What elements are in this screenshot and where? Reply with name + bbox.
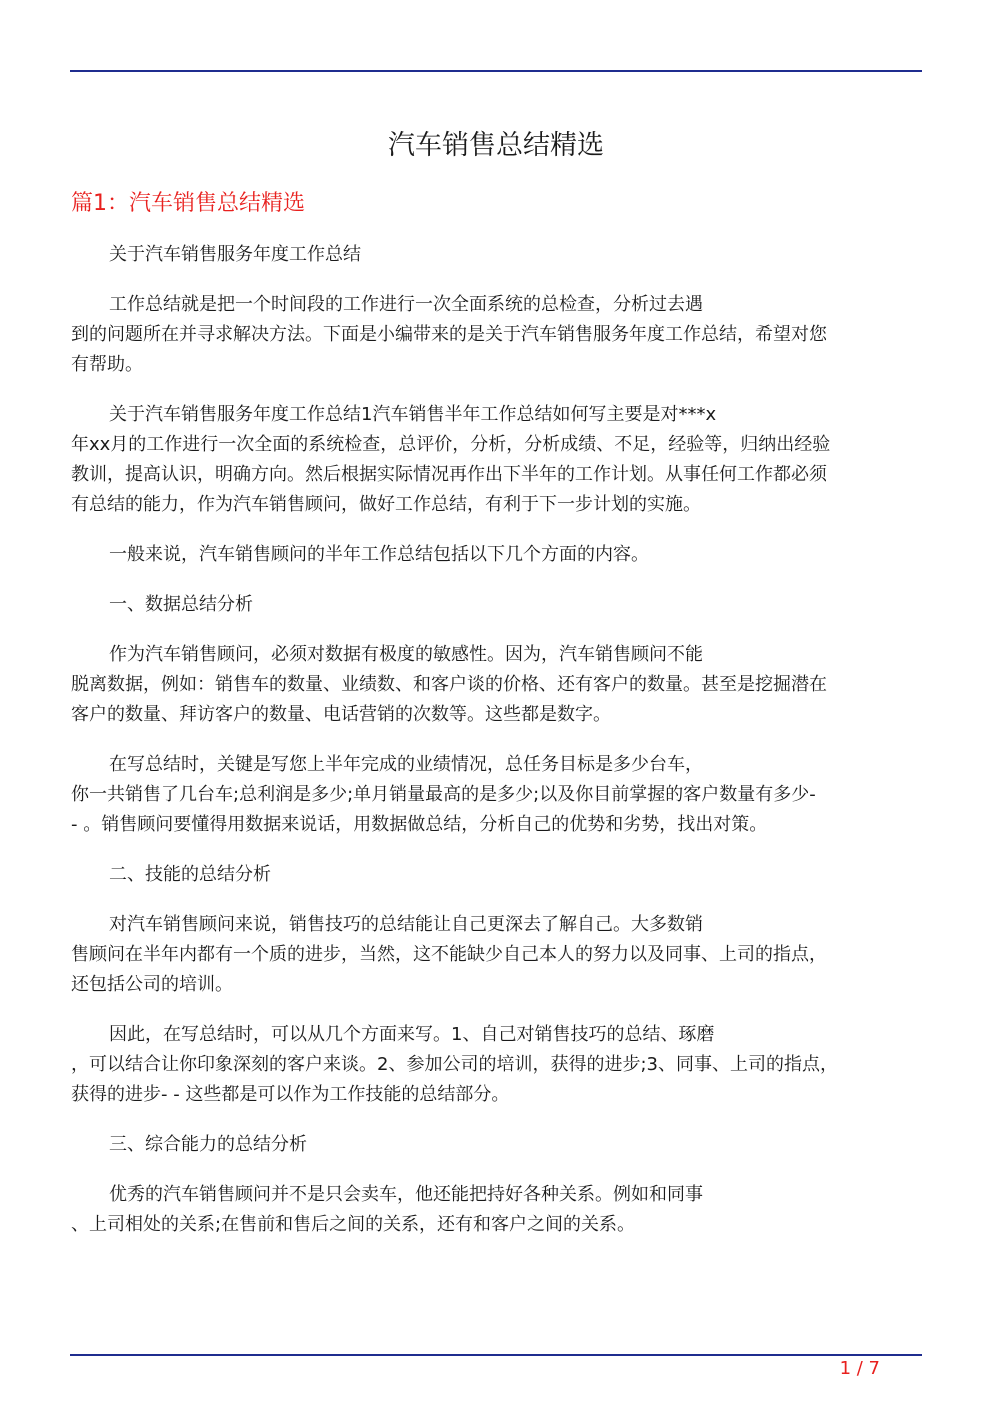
paragraph-line: 脱离数据，例如：销售车的数量、业绩数、和客户谈的价格、还有客户的数量。甚至是挖掘潜在: [71, 674, 827, 695]
paragraph-line: 关于汽车销售服务年度工作总结1汽车销售半年工作总结如何写主要是对***x: [109, 404, 717, 425]
paragraph-line: ，可以结合让你印象深刻的客户来谈。2、参加公司的培训，获得的进步;3、同事、上司的指点，: [71, 1054, 838, 1075]
paragraph-line: 一般来说，汽车销售顾问的半年工作总结包括以下几个方面的内容。: [109, 544, 649, 565]
paragraph-line: 教训，提高认识，明确方向。然后根据实际情况再作出下半年的工作计划。从事任何工作都必须: [71, 464, 827, 485]
paragraph: [71, 400, 923, 520]
paragraph: [71, 750, 923, 840]
document-body: [71, 240, 923, 1260]
paragraph-line: 获得的进步- - 这些都是可以作为工作技能的总结部分。: [71, 1084, 510, 1105]
paragraph-line: - 。销售顾问要懂得用数据来说话，用数据做总结，分析自己的优势和劣势，找出对策。: [71, 814, 768, 835]
header-rule: [70, 70, 922, 72]
paragraph: [71, 1020, 923, 1110]
paragraph: [71, 290, 923, 380]
paragraph-line: 年xx月的工作进行一次全面的系统检查，总评价，分析，分析成绩、不足，经验等，归纳出经验: [71, 434, 831, 455]
paragraph: [71, 1180, 923, 1240]
subheading: [71, 590, 923, 620]
paragraph: [71, 540, 923, 570]
subheading: [71, 1130, 923, 1160]
footer-rule: [70, 1354, 922, 1356]
section-heading: 篇1：汽车销售总结精选: [71, 191, 305, 216]
page-number: 1 / 7: [839, 1358, 880, 1379]
paragraph-line: 优秀的汽车销售顾问并不是只会卖车，他还能把持好各种关系。例如和同事: [109, 1184, 703, 1205]
paragraph: [71, 910, 923, 1000]
paragraph-line: 工作总结就是把一个时间段的工作进行一次全面系统的总检查，分析过去遇: [109, 294, 703, 315]
paragraph-line: 三、综合能力的总结分析: [109, 1134, 307, 1155]
paragraph-line: 二、技能的总结分析: [109, 864, 271, 885]
paragraph-line: 还包括公司的培训。: [71, 974, 233, 995]
paragraph-line: 你一共销售了几台车;总利润是多少;单月销量最高的是多少;以及你目前掌握的客户数量有多少-: [71, 784, 816, 805]
document-title: 汽车销售总结精选: [388, 130, 604, 161]
paragraph-line: 对汽车销售顾问来说，销售技巧的总结能让自己更深去了解自己。大多数销: [109, 914, 703, 935]
paragraph-line: 客户的数量、拜访客户的数量、电话营销的次数等。这些都是数字。: [71, 704, 611, 725]
paragraph-line: 一、数据总结分析: [109, 594, 253, 615]
paragraph-line: 有帮助。: [71, 354, 143, 375]
paragraph-line: 、上司相处的关系;在售前和售后之间的关系，还有和客户之间的关系。: [71, 1214, 636, 1235]
paragraph-line: 到的问题所在并寻求解决方法。下面是小编带来的是关于汽车销售服务年度工作总结，希望对您: [71, 324, 827, 345]
paragraph: [71, 640, 923, 730]
paragraph: [71, 240, 923, 270]
subheading: [71, 860, 923, 890]
paragraph-line: 关于汽车销售服务年度工作总结: [109, 244, 361, 265]
paragraph-line: 作为汽车销售顾问，必须对数据有极度的敏感性。因为，汽车销售顾问不能: [109, 644, 703, 665]
paragraph-line: 售顾问在半年内都有一个质的进步，当然，这不能缺少自己本人的努力以及同事、上司的指点，: [71, 944, 827, 965]
paragraph-line: 在写总结时，关键是写您上半年完成的业绩情况，总任务目标是多少台车，: [109, 754, 703, 775]
paragraph-line: 有总结的能力，作为汽车销售顾问，做好工作总结，有利于下一步计划的实施。: [71, 494, 701, 515]
paragraph-line: 因此，在写总结时，可以从几个方面来写。1、自己对销售技巧的总结、琢磨: [109, 1024, 715, 1045]
